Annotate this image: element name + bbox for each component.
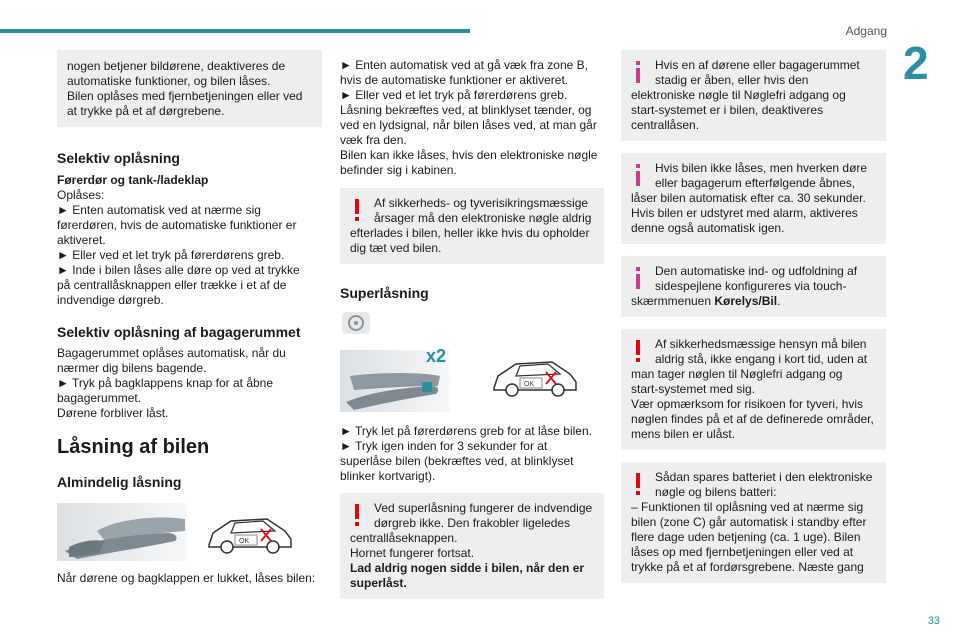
- menu-path: Kørelys/Bil: [714, 294, 778, 308]
- warning-icon: [350, 503, 364, 527]
- warning-note: [340, 493, 604, 599]
- text-line: på centrallåsknappen eller trække i et af de: [57, 278, 287, 292]
- note-line: – Funktionen til oplåsning ved at nærme sig: [631, 500, 864, 514]
- text-line: ► Eller ved et let tryk på førerdørens greb.: [57, 248, 285, 262]
- note-line: dig tæt ved bilen.: [350, 241, 442, 255]
- intro-line: Bilen oplåses med fjernbetjeningen eller ved: [67, 89, 303, 103]
- text-line: førerdøren, hvis de automatiske funktioner er: [57, 218, 297, 232]
- note-line: Hornet fungerer fortsat.: [350, 546, 475, 560]
- text-line: aktiveret.: [57, 233, 106, 247]
- heading-selective-boot: Selektiv oplåsning af bagagerummet: [57, 324, 301, 340]
- text-line: bagagerummet.: [57, 391, 142, 405]
- note-line: Hvis bilen ikke låses, men hverken døre: [655, 161, 868, 175]
- note-line: låser bilen automatisk efter ca. 30 sekunder.: [631, 191, 866, 205]
- text-line: Bagagerummet oplåses automatisk, når du: [57, 346, 286, 360]
- note-line: nøglen findes på et af de definerede områder,: [631, 412, 874, 426]
- note-line: denne også automatisk igen.: [631, 221, 785, 235]
- heading-superlock: Superlåsning: [340, 285, 429, 301]
- note-line: flere dage uden betjening (ca. 1 uge). Bilen: [631, 530, 861, 544]
- warning-icon: [631, 472, 645, 496]
- info-note: [621, 256, 886, 317]
- intro-line: automatiske funktioner, og bilen låses.: [67, 74, 271, 88]
- text-line: ► Enten automatisk ved at gå væk fra zone B,: [340, 58, 589, 72]
- text-line: ► Tryk på bagklappens knap for at åbne: [57, 376, 274, 390]
- warning-icon: [631, 339, 645, 363]
- note-line: efterlades i bilen, heller ikke hvis du opholder: [350, 226, 590, 240]
- text-line: nærmer dig bilens bagende.: [57, 361, 207, 375]
- car-ok-label: OK: [524, 381, 535, 388]
- info-note: [621, 50, 886, 141]
- intro-line: at trykke på et af dørgrebene.: [67, 104, 225, 118]
- top-accent-bar: [0, 29, 470, 33]
- note-line: centrallåseknappen.: [350, 531, 458, 545]
- note-line: Hvis en af dørene eller bagagerummet: [655, 58, 860, 72]
- note-line: Sådan spares batteriet i den elektroniske: [655, 470, 873, 484]
- heading-locking: Låsning af bilen: [57, 436, 210, 458]
- text-line: Når dørene og bagklappen er lukket, låses bilen:: [57, 571, 316, 585]
- info-icon: [631, 163, 645, 187]
- text-line: ► Tryk let på førerdørens greb for at låse bilen.: [340, 424, 592, 438]
- text-line: ► Tryk igen inden for 3 sekunder for at: [340, 439, 548, 453]
- text-line: ► Eller ved et let tryk på førerdørens greb.: [340, 88, 568, 102]
- note-line: start-systemet med sig.: [631, 382, 756, 396]
- page-number: 33: [927, 615, 940, 627]
- note-text: skærmmenuen: [631, 294, 715, 308]
- note-line: årsager må den elektroniske nøgle aldrig: [374, 211, 592, 225]
- note-line-bold: superlåst.: [350, 576, 407, 590]
- x2-badge: [426, 344, 456, 366]
- note-line: Den automatiske ind- og udfoldning af: [655, 264, 858, 278]
- text-line: hvis de automatiske funktioner er aktiveret.: [340, 73, 569, 87]
- subheading-driver-door: Førerdør og tank-/ladeklap: [57, 173, 209, 187]
- superlock-illustration: [340, 312, 604, 416]
- note-line: aldrig stå, ikke engang i kort tid, uden at: [655, 352, 868, 366]
- text-line: væk fra den.: [340, 133, 407, 147]
- info-icon: [631, 60, 645, 84]
- note-line: stadig er åben, eller hvis den: [655, 73, 809, 87]
- text-line: ► Inde i bilen låses alle døre op ved at trykke: [57, 263, 300, 277]
- note-line: nøgle og bilens batteri:: [655, 485, 777, 499]
- note-line: mens bilen er ulåst.: [631, 427, 736, 441]
- chapter-number: 2: [903, 37, 929, 89]
- car-ok-label: OK: [239, 538, 250, 545]
- column-2: [340, 50, 604, 599]
- warning-note: [621, 462, 886, 583]
- text-line: blinker kortvarigt).: [340, 469, 436, 483]
- x2-label: x2: [426, 346, 447, 366]
- text-line: ved en lydsignal, når bilen låses ved, at man går: [340, 118, 597, 132]
- note-line: eller bagagerum efterfølgende åbnes,: [655, 176, 856, 190]
- note-line-bold: Lad aldrig nogen sidde i bilen, når den er: [350, 561, 585, 575]
- note-line: centrallåsen.: [631, 118, 700, 132]
- text-line: Låsning bekræftes ved, at blinklyset tænder, og: [340, 103, 592, 117]
- text-line: befinder sig i kabinen.: [340, 163, 457, 177]
- section-name: Adgang: [845, 24, 887, 38]
- note-line: man tager nøglen til Nøglefri adgang og: [631, 367, 843, 381]
- note-line: sidespejlene konfigureres via touch-: [655, 279, 847, 293]
- heading-selective-unlock: Selektiv oplåsning: [57, 150, 180, 166]
- text-line: Dørene forbliver låst.: [57, 406, 169, 420]
- note-line: Af sikkerheds- og tyverisikringsmæssige: [374, 196, 589, 210]
- column-3: [621, 50, 886, 583]
- note-line: trykke på et af fordørsgrebene. Næste gang: [631, 560, 864, 574]
- car-lock-icon: [205, 509, 295, 557]
- note-line: Vær opmærksom for risikoen for tyveri, hvis: [631, 397, 864, 411]
- intro-line: nogen betjener bildørene, deaktiveres de: [67, 59, 286, 73]
- normal-lock-illustration: [57, 501, 322, 563]
- warning-note: [621, 329, 886, 450]
- note-line: dørgreb ikke. Den frakobler ligeledes: [374, 516, 571, 530]
- note-line: start-systemet er i bilen, deaktiveres: [631, 103, 824, 117]
- warning-note: [340, 188, 604, 264]
- warning-icon: [350, 198, 364, 222]
- note-line: bilen (zone C) går automatisk i standby efter: [631, 515, 867, 529]
- text-line: indvendige dørgreb.: [57, 293, 164, 307]
- note-text: .: [777, 294, 781, 308]
- info-note: [621, 153, 886, 244]
- note-line: Af sikkerhedsmæssige hensyn må bilen: [655, 337, 867, 351]
- note-line: Hvis bilen er udstyret med alarm, aktiveres: [631, 206, 858, 220]
- text-line: Bilen kan ikke låses, hvis den elektroniske nøgle: [340, 148, 598, 162]
- note-line: Ved superlåsning fungerer de indvendige: [374, 501, 593, 515]
- text-line: ► Enten automatisk ved at nærme sig: [57, 203, 261, 217]
- steering-wheel-icon: [342, 312, 370, 336]
- info-icon: [631, 266, 645, 290]
- column-1: [57, 50, 322, 586]
- text-line: Oplåses:: [57, 188, 105, 202]
- car-lock-icon: [490, 352, 580, 400]
- note-line: [631, 294, 876, 309]
- text-line: superlåse bilen (bekræftes ved, at blinklyset: [340, 454, 574, 468]
- note-line: låses op med fjernbetjeningen eller ved at: [631, 545, 854, 559]
- intro-box: [57, 50, 322, 127]
- note-line: elektroniske nøgle til Nøglefri adgang og: [631, 88, 846, 102]
- heading-normal-lock: Almindelig låsning: [57, 474, 182, 490]
